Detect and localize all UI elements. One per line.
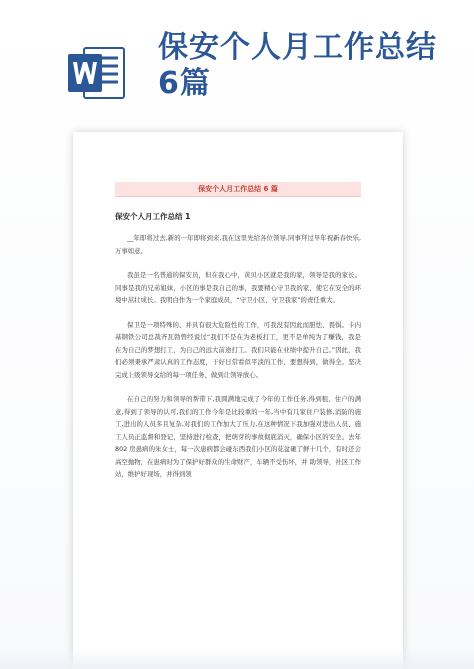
section-title: 保安个人月工作总结 1 [115, 212, 191, 221]
footer-fade [0, 647, 474, 669]
header [0, 0, 474, 120]
word-document-icon [66, 42, 128, 104]
paragraph-3: 保卫是一项特殊的、并具有很大危险性的工作，可我没有因此而胆怯、畏惧。卡内基钢铁公司总裁齐瓦勃曾经说过“我们不是在为老板打工，更不是单纯为了赚钱，我是在为自己的梦想打工，为自己的远大前途打工。我们只能在业绩中提升自己。”因此，我们必须秉承严肃认真的工作态度，干好日常看似平淡的工作，要想得到，做得全。坚决完成上级领导交给的每一项任务，做到让领导放心。 [115, 320, 361, 379]
document-banner: 保安个人月工作总结 6 篇 [115, 182, 361, 197]
paragraph-4: 在自己的努力和领导的帮带下,我圆满地完成了今年的工作任务,得到租、住户的满意,得到了领导的认可,我们的工作今年是比较重的一年,当中有几家住户装修,消防的施工,进出的人员多且复杂,对我们的工作加大了压力,在这种情况下我加强对进出人员、施工人员正监督和登记，坚持进行检查，把萌芽的事故彻底消灭，确保小区的安全。去年 802 房患病的朱女士，每一次患病都会碰东西我们小区的花盆砸了鲜十几个，有时还会高空抛物，在患病时为了保护好群众的生命财产，车辆不受伤坏，并 助领导，社区工作站，维护好现场，并得到领 [115, 395, 361, 478]
page-title: 保安个人月工作总结6篇 [158, 30, 437, 101]
document-paper [73, 132, 403, 669]
paragraph-2: 我虽是一名普通的保安员，但在我心中，黄贝小区就是我的家，领导是我的家长。同事是我的兄弟姐妹，小区的事是我自己的事，我要精心守卫我的家，使它在安全的环境中茁壮成长。我明白作为一个家庭成员，“守卫小区、守卫我家”的责任重大。 [115, 271, 361, 304]
document-body [115, 182, 361, 481]
paragraph-1: __年即将过去,新的一年即将到来,我在这里先给各位领导,同事拜过早年祝新春快乐,万事如意。 [115, 234, 361, 255]
